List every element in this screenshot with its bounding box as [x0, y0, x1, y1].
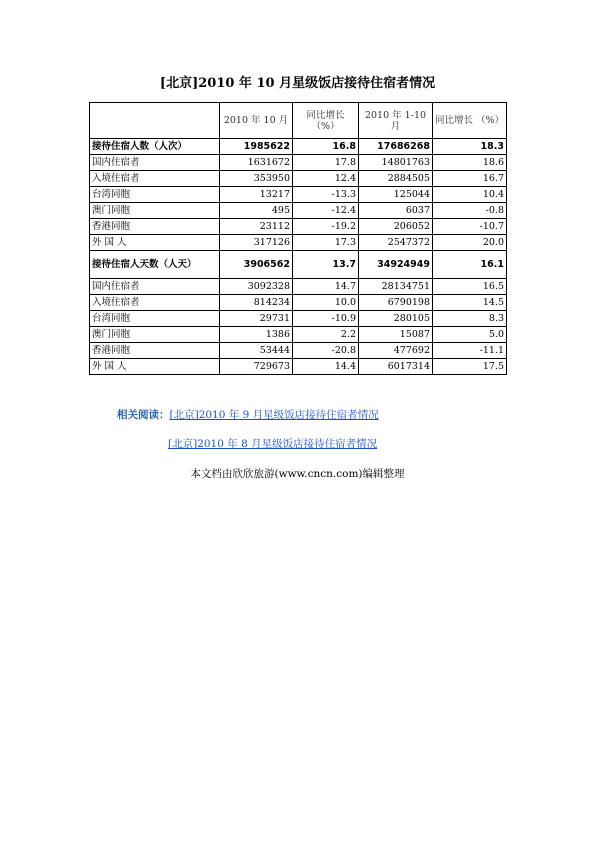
- cell-ytd-growth: 17.5: [433, 359, 507, 375]
- cell-ytd-value: 477692: [359, 343, 433, 359]
- cell-oct-growth: 14.7: [293, 279, 359, 295]
- cell-oct-value: 317126: [220, 235, 293, 251]
- cell-oct-value: 1386: [220, 327, 293, 343]
- cell-oct-value: 814234: [220, 295, 293, 311]
- cell-oct-growth: 16.8: [293, 139, 359, 155]
- row-label: 香港同胞: [90, 343, 220, 359]
- cell-oct-value: 13217: [220, 187, 293, 203]
- cell-ytd-growth: 14.5: [433, 295, 507, 311]
- table-row: [90, 155, 507, 171]
- cell-oct-growth: 14.4: [293, 359, 359, 375]
- header-cell-oct-2010: 2010 年 10 月: [220, 103, 293, 139]
- row-label: 国内住宿者: [90, 155, 220, 171]
- cell-ytd-value: 2547372: [359, 235, 433, 251]
- cell-oct-value: 353950: [220, 171, 293, 187]
- cell-ytd-growth: 16.5: [433, 279, 507, 295]
- header-cell-jan-oct-2010: 2010 年 1-10 月: [359, 103, 433, 139]
- cell-oct-value: 729673: [220, 359, 293, 375]
- row-label: 香港同胞: [90, 219, 220, 235]
- row-label: 台湾同胞: [90, 187, 220, 203]
- cell-oct-growth: 17.8: [293, 155, 359, 171]
- cell-ytd-value: 15087: [359, 327, 433, 343]
- cell-oct-growth: 13.7: [293, 251, 359, 279]
- row-label: 台湾同胞: [90, 311, 220, 327]
- related-reading: [117, 407, 379, 422]
- row-label: 国内住宿者: [90, 279, 220, 295]
- cell-oct-value: 1631672: [220, 155, 293, 171]
- cell-ytd-value: 2884505: [359, 171, 433, 187]
- table-row-guest-nights-total: [90, 251, 507, 279]
- cell-ytd-growth: 8.3: [433, 311, 507, 327]
- row-label: 接待住宿人数（人次）: [90, 139, 220, 155]
- cell-oct-growth: -12.4: [293, 203, 359, 219]
- table-row-guests-total: [90, 139, 507, 155]
- cell-oct-value: 3906562: [220, 251, 293, 279]
- table-header-row: [90, 103, 507, 139]
- footer-credit: 本文档由欣欣旅游(www.cncn.com)编辑整理: [190, 468, 405, 480]
- cell-ytd-growth: -0.8: [433, 203, 507, 219]
- related-link-august[interactable]: [北京]2010 年 8 月星级饭店接待住宿者情况: [168, 438, 378, 450]
- cell-ytd-value: 6017314: [359, 359, 433, 375]
- cell-ytd-value: 6037: [359, 203, 433, 219]
- row-label: 外 国 人: [90, 235, 220, 251]
- cell-oct-value: 3092328: [220, 279, 293, 295]
- cell-ytd-value: 14801763: [359, 155, 433, 171]
- cell-oct-growth: -10.9: [293, 311, 359, 327]
- cell-oct-value: 23112: [220, 219, 293, 235]
- row-label: 入境住宿者: [90, 295, 220, 311]
- page-title: [北京]2010 年 10 月星级饭店接待住宿者情况: [159, 76, 436, 91]
- cell-oct-growth: -20.8: [293, 343, 359, 359]
- row-label: 澳门同胞: [90, 203, 220, 219]
- cell-ytd-growth: 18.6: [433, 155, 507, 171]
- table-row: [90, 295, 507, 311]
- hotel-stats-table: [89, 102, 507, 375]
- header-cell-empty: [90, 103, 220, 139]
- cell-ytd-growth: -11.1: [433, 343, 507, 359]
- table-row: [90, 235, 507, 251]
- table-row: [90, 311, 507, 327]
- header-cell-yoy-jan-oct: 同比增长 （%）: [433, 103, 507, 139]
- cell-ytd-growth: 20.0: [433, 235, 507, 251]
- table-row: [90, 359, 507, 375]
- cell-ytd-value: 28134751: [359, 279, 433, 295]
- row-label: 入境住宿者: [90, 171, 220, 187]
- cell-oct-growth: 10.0: [293, 295, 359, 311]
- related-link-september[interactable]: [北京]2010 年 9 月星级饭店接待住宿者情况: [169, 409, 379, 421]
- cell-ytd-growth: 16.7: [433, 171, 507, 187]
- cell-ytd-value: 206052: [359, 219, 433, 235]
- table-row: [90, 327, 507, 343]
- cell-oct-value: 495: [220, 203, 293, 219]
- cell-ytd-value: 280105: [359, 311, 433, 327]
- header-cell-yoy-oct: 同比增长 （%）: [293, 103, 359, 139]
- cell-ytd-value: 6790198: [359, 295, 433, 311]
- table-row: [90, 279, 507, 295]
- related-reading-second: [168, 436, 377, 451]
- cell-ytd-value: 34924949: [359, 251, 433, 279]
- cell-ytd-growth: 5.0: [433, 327, 507, 343]
- related-reading-label: 相关阅读：: [117, 409, 170, 421]
- cell-oct-growth: 12.4: [293, 171, 359, 187]
- cell-oct-value: 29731: [220, 311, 293, 327]
- table-row: [90, 219, 507, 235]
- cell-ytd-growth: 10.4: [433, 187, 507, 203]
- table-row: [90, 343, 507, 359]
- cell-oct-growth: 2.2: [293, 327, 359, 343]
- row-label: 外 国 人: [90, 359, 220, 375]
- cell-oct-value: 1985622: [220, 139, 293, 155]
- cell-oct-growth: 17.3: [293, 235, 359, 251]
- cell-oct-growth: -19.2: [293, 219, 359, 235]
- row-label: 接待住宿人天数（人天）: [90, 251, 220, 279]
- row-label: 澳门同胞: [90, 327, 220, 343]
- cell-ytd-growth: -10.7: [433, 219, 507, 235]
- table-row: [90, 171, 507, 187]
- table-row: [90, 187, 507, 203]
- cell-ytd-growth: 18.3: [433, 139, 507, 155]
- table-row: [90, 203, 507, 219]
- cell-ytd-growth: 16.1: [433, 251, 507, 279]
- cell-oct-value: 53444: [220, 343, 293, 359]
- cell-oct-growth: -13.3: [293, 187, 359, 203]
- cell-ytd-value: 125044: [359, 187, 433, 203]
- cell-ytd-value: 17686268: [359, 139, 433, 155]
